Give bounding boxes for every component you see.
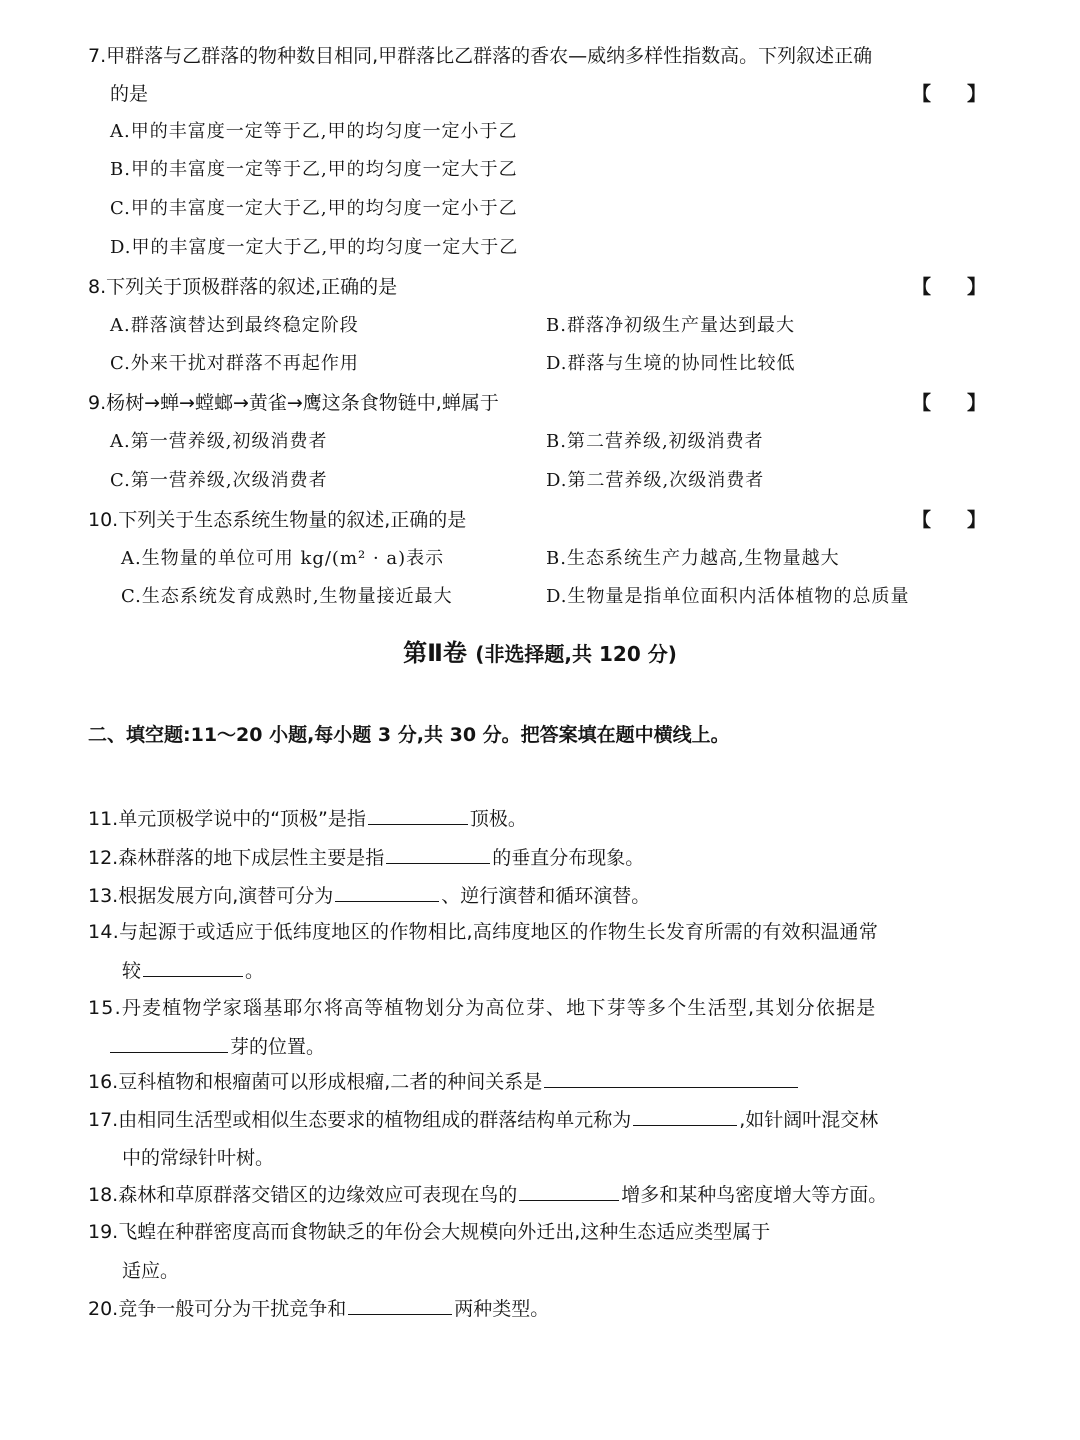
q14-text-after: 。 xyxy=(245,960,265,982)
q8-option-d: D.群落与生境的协同性比较低 xyxy=(546,353,796,374)
q7-option-b: B.甲的丰富度一定等于乙,甲的均匀度一定大于乙 xyxy=(110,159,518,180)
q14-text-before: 较 xyxy=(122,960,142,982)
q17-answer-blank[interactable] xyxy=(633,1107,737,1126)
q7-stem-line1: 7.甲群落与乙群落的物种数目相同,甲群落比乙群落的香农—威纳多样性指数高。下列叙述正确 xyxy=(88,45,873,67)
q9-option-b: B.第二营养级,初级消费者 xyxy=(546,431,764,452)
q14-line1: 14.与起源于或适应于低纬度地区的作物相比,高纬度地区的作物生长发育所需的有效积温通常 xyxy=(88,921,879,943)
q12-text-after: 的垂直分布现象。 xyxy=(492,847,645,869)
q12-text-before: 12.森林群落的地下成层性主要是指 xyxy=(88,847,385,869)
q11-text-before: 11.单元顶极学说中的“顶极”是指 xyxy=(88,808,366,830)
q19-line2: 适应。 xyxy=(122,1260,180,1282)
q16-text-before: 16.豆科植物和根瘤菌可以形成根瘤,二者的种间关系是 xyxy=(88,1071,543,1093)
q20-text-after: 两种类型。 xyxy=(454,1298,550,1320)
q8-option-a: A.群落演替达到最终稳定阶段 xyxy=(110,315,359,336)
q17-line2: 中的常绿针叶树。 xyxy=(122,1147,275,1169)
q18-text-after: 增多和某种鸟密度增大等方面。 xyxy=(621,1184,888,1206)
q14-line2 xyxy=(122,958,264,984)
q10-stem: 10.下列关于生态系统生物量的叙述,正确的是 xyxy=(88,509,467,531)
q20-text-before: 20.竞争一般可分为干扰竞争和 xyxy=(88,1298,347,1320)
bracket-right: 】 xyxy=(966,509,986,531)
q18 xyxy=(88,1182,887,1208)
q9-option-a: A.第一营养级,初级消费者 xyxy=(110,431,328,452)
q12 xyxy=(88,845,644,871)
q10-option-a: A.生物量的单位可用 kg/(m² · a)表示 xyxy=(121,548,445,569)
bracket-left: 【 xyxy=(912,83,932,105)
q18-text-before: 18.森林和草原群落交错区的边缘效应可表现在鸟的 xyxy=(88,1184,518,1206)
q10-option-c: C.生态系统发育成熟时,生物量接近最大 xyxy=(121,586,453,607)
q14-answer-blank[interactable] xyxy=(143,958,243,977)
q8-option-c: C.外来干扰对群落不再起作用 xyxy=(110,353,359,374)
section-title-main: 第Ⅱ卷 xyxy=(403,639,467,667)
q9-option-c: C.第一营养级,次级消费者 xyxy=(110,470,328,491)
q13-answer-blank[interactable] xyxy=(335,883,439,902)
q18-answer-blank[interactable] xyxy=(519,1182,619,1201)
q16 xyxy=(88,1069,800,1095)
q13 xyxy=(88,883,650,909)
q11 xyxy=(88,806,527,832)
q15-line2 xyxy=(108,1034,325,1060)
q7-option-d: D.甲的丰富度一定大于乙,甲的均匀度一定大于乙 xyxy=(110,237,519,258)
q15-answer-blank[interactable] xyxy=(110,1034,228,1053)
q13-text-before: 13.根据发展方向,演替可分为 xyxy=(88,885,334,907)
bracket-right: 】 xyxy=(966,392,986,414)
q17-text-before: 17.由相同生活型或相似生态要求的植物组成的群落结构单元称为 xyxy=(88,1109,632,1131)
q7-option-c: C.甲的丰富度一定大于乙,甲的均匀度一定小于乙 xyxy=(110,198,518,219)
q12-answer-blank[interactable] xyxy=(386,845,490,864)
section-title xyxy=(0,638,1080,669)
q16-answer-blank[interactable] xyxy=(544,1069,798,1088)
bracket-left: 【 xyxy=(912,392,932,414)
q20-answer-blank[interactable] xyxy=(348,1296,452,1315)
q8-stem: 8.下列关于顶极群落的叙述,正确的是 xyxy=(88,276,398,298)
q7-option-a: A.甲的丰富度一定等于乙,甲的均匀度一定小于乙 xyxy=(110,121,518,142)
q10-option-d: D.生物量是指单位面积内活体植物的总质量 xyxy=(546,586,910,607)
q17-text-after: ,如针阔叶混交林 xyxy=(739,1109,879,1131)
q13-text-after: 、逆行演替和循环演替。 xyxy=(441,885,651,907)
q15-text-after: 芽的位置。 xyxy=(230,1036,326,1058)
q19-line1: 19.飞蝗在种群密度高而食物缺乏的年份会大规模向外迁出,这种生态适应类型属于 xyxy=(88,1221,771,1243)
bracket-right: 】 xyxy=(966,276,986,298)
q7-stem-line2: 的是 xyxy=(110,83,149,105)
bracket-left: 【 xyxy=(912,509,932,531)
bracket-right: 】 xyxy=(966,83,986,105)
q20 xyxy=(88,1296,549,1322)
q17-line1 xyxy=(88,1107,878,1133)
q10-option-b: B.生态系统生产力越高,生物量越大 xyxy=(546,548,840,569)
q9-option-d: D.第二营养级,次级消费者 xyxy=(546,470,765,491)
q11-text-after: 顶极。 xyxy=(469,808,527,830)
fill-in-heading: 二、填空题:11～20 小题,每小题 3 分,共 30 分。把答案填在题中横线上。 xyxy=(88,724,730,746)
q9-stem: 9.杨树→蝉→螳螂→黄雀→鹰这条食物链中,蝉属于 xyxy=(88,392,499,414)
bracket-left: 【 xyxy=(912,276,932,298)
section-title-sub: (非选择题,共 120 分) xyxy=(475,642,677,666)
q11-answer-blank[interactable] xyxy=(368,806,468,825)
q8-option-b: B.群落净初级生产量达到最大 xyxy=(546,315,795,336)
q15-line1: 15.丹麦植物学家瑙基耶尔将高等植物划分为高位芽、地下芽等多个生活型,其划分依据是 xyxy=(88,997,877,1019)
